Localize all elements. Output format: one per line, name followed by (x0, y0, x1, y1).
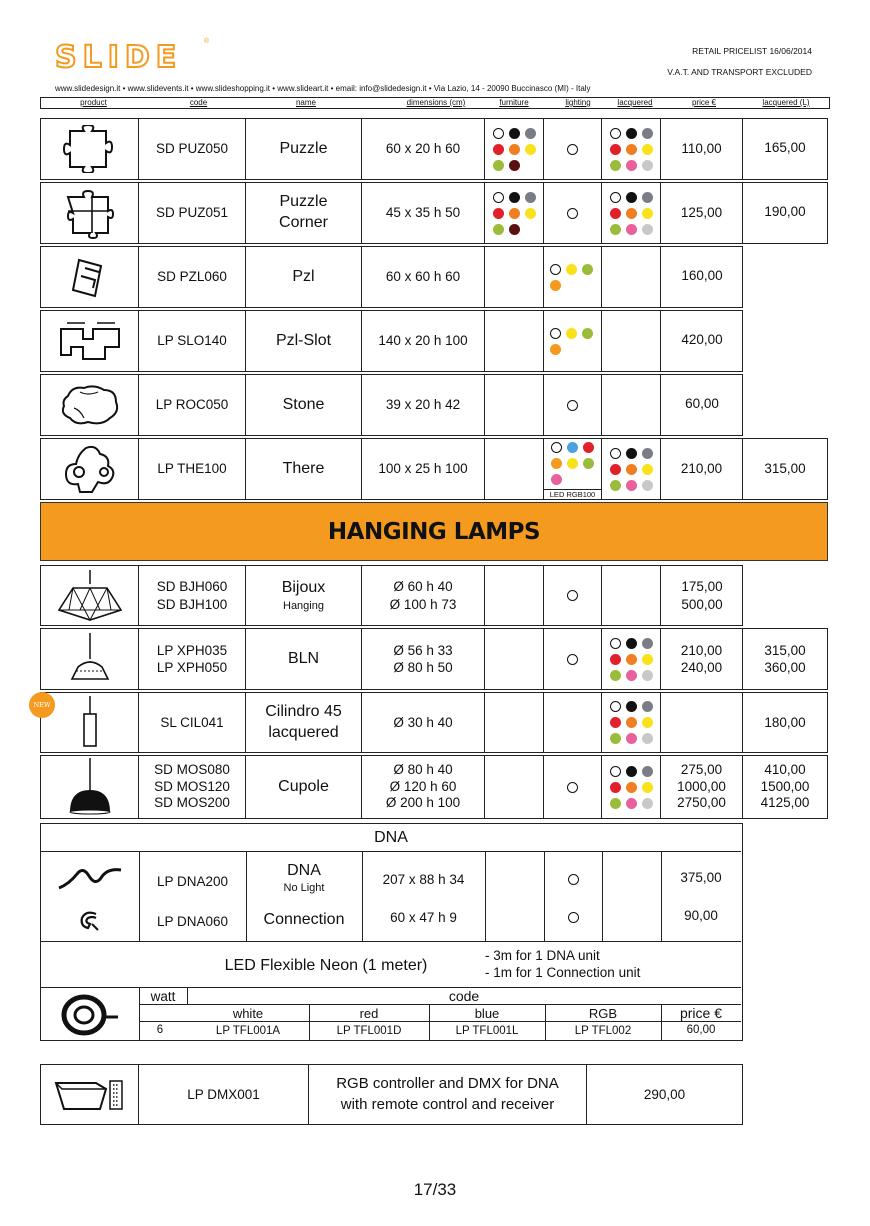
product-dimensions: 60 x 20 h 60 (362, 119, 485, 179)
dna-connection-icon (41, 904, 139, 938)
lacquered-colors (602, 183, 661, 243)
product-price: 125,00 (661, 183, 743, 243)
dna-lighting-indicator (544, 864, 602, 894)
product-dimensions: 45 x 35 h 50 (362, 183, 485, 243)
product-row-puzzle-corner (40, 182, 828, 244)
product-code: LP SLO140 (139, 311, 246, 371)
variant-white: white (232, 1005, 264, 1021)
lighting-indicator (544, 375, 602, 435)
furniture-colors (485, 566, 544, 625)
section-title-banner: HANGING LAMPS (40, 502, 828, 561)
col-lacquered-l: lacquered (L) (762, 98, 810, 107)
product-price: 160,00 (681, 268, 723, 283)
furniture-colors (485, 756, 544, 818)
product-code: SD MOS080 SD MOS120 SD MOS200 (139, 756, 246, 818)
product-name: Puzzle Corner (246, 183, 362, 243)
lighting-indicator (544, 119, 602, 179)
product-price: 110,00 (661, 119, 743, 179)
furniture-colors (485, 629, 544, 689)
lighting-indicator (544, 183, 602, 243)
code-rgb: LP TFL002 (574, 1025, 632, 1037)
pricelist-title: RETAIL PRICELIST 16/06/2014 (692, 46, 812, 56)
furniture-colors (485, 183, 544, 243)
dna-name: DNA (287, 862, 321, 879)
lighting-indicator (544, 629, 602, 689)
watt-value: 6 (156, 1024, 164, 1036)
col-price: price € (691, 98, 716, 107)
code-white: LP TFL001A (215, 1025, 281, 1037)
product-price: 210,00 240,00 (661, 629, 743, 689)
product-name: Pzl-Slot (246, 311, 362, 371)
furniture-colors (485, 119, 544, 179)
product-price-lacquered: 165,00 (764, 140, 806, 155)
dna-icon (41, 854, 139, 899)
col-product: product (80, 98, 107, 107)
product-code: LP XPH035 LP XPH050 (139, 629, 246, 689)
code-blue: LP TFL001L (455, 1025, 519, 1037)
dna-block (40, 823, 743, 1041)
pzl-slot-icon (41, 311, 139, 371)
connection-dimensions: 60 x 47 h 9 (390, 909, 457, 925)
product-row-puzzle (40, 118, 828, 180)
vat-note: V.A.T. AND TRANSPORT EXCLUDED (667, 67, 812, 77)
product-dimensions: 60 x 60 h 60 (362, 247, 485, 307)
new-badge: NEW (29, 692, 55, 718)
bijoux-lamp-icon (41, 566, 139, 625)
lighting-indicator (544, 566, 602, 625)
lacquered-colors (602, 756, 661, 818)
product-price-lacquered: 180,00 (764, 714, 806, 730)
product-price-lacquered: 190,00 (764, 204, 806, 219)
bln-lamp-icon (41, 629, 139, 689)
product-row-pzl-slot (40, 310, 743, 372)
connection-name: Connection (263, 911, 345, 928)
stone-icon (41, 375, 139, 435)
product-code: SD PUZ050 (139, 119, 246, 179)
variant-rgb: RGB (588, 1005, 618, 1021)
watt-label: watt (150, 988, 176, 1004)
controller-description: RGB controller and DMX for DNA with remote control and receiver (309, 1065, 587, 1124)
page-number: 17/33 (413, 1180, 457, 1199)
product-name-block (246, 566, 362, 625)
connection-code: LP DNA060 (156, 913, 229, 929)
connection-lighting-indicator (544, 902, 602, 932)
product-code: SD BJH060 SD BJH100 (139, 566, 246, 625)
there-icon (41, 439, 139, 499)
dna-subname: No Light (283, 882, 325, 894)
furniture-colors (485, 439, 544, 499)
product-code: SD PUZ051 (139, 183, 246, 243)
product-subname: Hanging (283, 599, 324, 612)
product-name: Bijoux (281, 579, 326, 597)
lighting-indicator (544, 693, 602, 752)
puzzle-corner-icon (41, 183, 139, 243)
controller-code: LP DMX001 (139, 1065, 309, 1124)
code-red: LP TFL001D (336, 1025, 402, 1037)
product-name: Stone (246, 375, 362, 435)
product-name: Cilindro 45 lacquered (246, 693, 362, 752)
controller-icon (41, 1065, 139, 1124)
product-price-lacquered: 315,00 (764, 461, 806, 477)
dna-dimensions: 207 x 88 h 34 (382, 871, 465, 887)
product-row-cupole (40, 755, 828, 819)
product-name: Cupole (246, 756, 362, 818)
col-dimensions: dimensions (cm) (406, 98, 466, 107)
col-furniture: furniture (499, 98, 529, 107)
product-price: 275,00 1000,00 2750,00 (661, 756, 743, 818)
cupole-lamp-icon (41, 756, 139, 818)
furniture-colors (485, 247, 544, 307)
lighting-indicator (544, 756, 602, 818)
furniture-colors (485, 375, 544, 435)
controller-price: 290,00 (643, 1086, 686, 1102)
code-label: code (448, 988, 480, 1004)
product-name: BLN (246, 629, 362, 689)
lacquered-colors (602, 247, 661, 307)
product-row-there (40, 438, 828, 500)
led-rgb-tag: LED RGB100 (544, 489, 601, 499)
product-price: 175,00 500,00 (681, 579, 723, 612)
lacquered-colors (602, 566, 661, 625)
slide-logo: SLIDE (55, 40, 183, 75)
lacquered-colors (602, 311, 661, 371)
connection-price: 90,00 (684, 907, 718, 923)
product-row-cilindro (40, 692, 828, 753)
variant-blue: blue (474, 1005, 500, 1021)
product-dimensions: Ø 30 h 40 (362, 693, 485, 752)
dna-title: DNA (374, 828, 408, 846)
column-header-bar (40, 97, 830, 109)
product-row-bijoux (40, 565, 743, 626)
product-name: There (246, 439, 362, 499)
product-code: LP THE100 (139, 439, 246, 499)
neon-note-dna: - 3m for 1 DNA unit (485, 948, 600, 963)
lighting-colors (544, 247, 602, 307)
neon-price: 60,00 (686, 1024, 716, 1036)
lacquered-colors (602, 439, 661, 499)
dna-price: 375,00 (680, 869, 722, 885)
neon-coil-icon (41, 989, 139, 1039)
lacquered-colors (602, 119, 661, 179)
col-code: code (189, 98, 208, 107)
product-dimensions: Ø 56 h 33 Ø 80 h 50 (362, 629, 485, 689)
product-row-pzl (40, 246, 743, 308)
product-price-lacquered: 315,00 360,00 (764, 642, 806, 675)
product-row-stone (40, 374, 743, 436)
lacquered-colors (602, 693, 661, 752)
neon-title: LED Flexible Neon (1 meter) (224, 957, 428, 974)
product-dimensions: 100 x 25 h 100 (362, 439, 485, 499)
product-name: Pzl (246, 247, 362, 307)
product-row-bln (40, 628, 828, 690)
product-code: SD PZL060 (139, 247, 246, 307)
product-price-lacquered: 410,00 1500,00 4125,00 (760, 761, 810, 811)
col-lighting: lighting (565, 98, 591, 107)
lacquered-colors (602, 375, 661, 435)
product-name: Puzzle (246, 119, 362, 179)
product-dimensions: 39 x 20 h 42 (362, 375, 485, 435)
product-price: 420,00 (681, 332, 723, 347)
furniture-colors (485, 693, 544, 752)
dna-code: LP DNA200 (156, 873, 229, 889)
neon-note-connection: - 1m for 1 Connection unit (485, 965, 641, 980)
product-price: 210,00 (661, 439, 743, 499)
furniture-colors (485, 311, 544, 371)
product-code: LP ROC050 (139, 375, 246, 435)
product-price (661, 693, 743, 752)
product-dimensions: 140 x 20 h 100 (362, 311, 485, 371)
contact-links[interactable]: www.slidedesign.it • www.slidevents.it • www.slideshopping.it • www.slideart.it • email: info@slidedesign.it • Via Lazio, 14 - 20090 Buccinasco (MI) - Italy (55, 84, 591, 93)
product-row-controller (40, 1064, 743, 1125)
variant-red: red (359, 1005, 379, 1021)
neon-price-label: price € (679, 1005, 723, 1021)
product-price: 60,00 (685, 396, 719, 411)
product-code: SL CIL041 (139, 693, 246, 752)
lacquered-colors (602, 629, 661, 689)
product-dimensions: Ø 80 h 40 Ø 120 h 60 Ø 200 h 100 (362, 756, 485, 818)
col-lacquered: lacquered (617, 98, 653, 107)
pzl-icon (41, 247, 139, 307)
lighting-colors (544, 439, 602, 499)
lighting-colors (544, 311, 602, 371)
registered-mark: ® (204, 38, 210, 45)
cilindro-lamp-icon (41, 693, 139, 752)
product-dimensions: Ø 60 h 40 Ø 100 h 73 (362, 566, 485, 625)
puzzle-icon (41, 119, 139, 179)
col-name: name (295, 98, 316, 107)
